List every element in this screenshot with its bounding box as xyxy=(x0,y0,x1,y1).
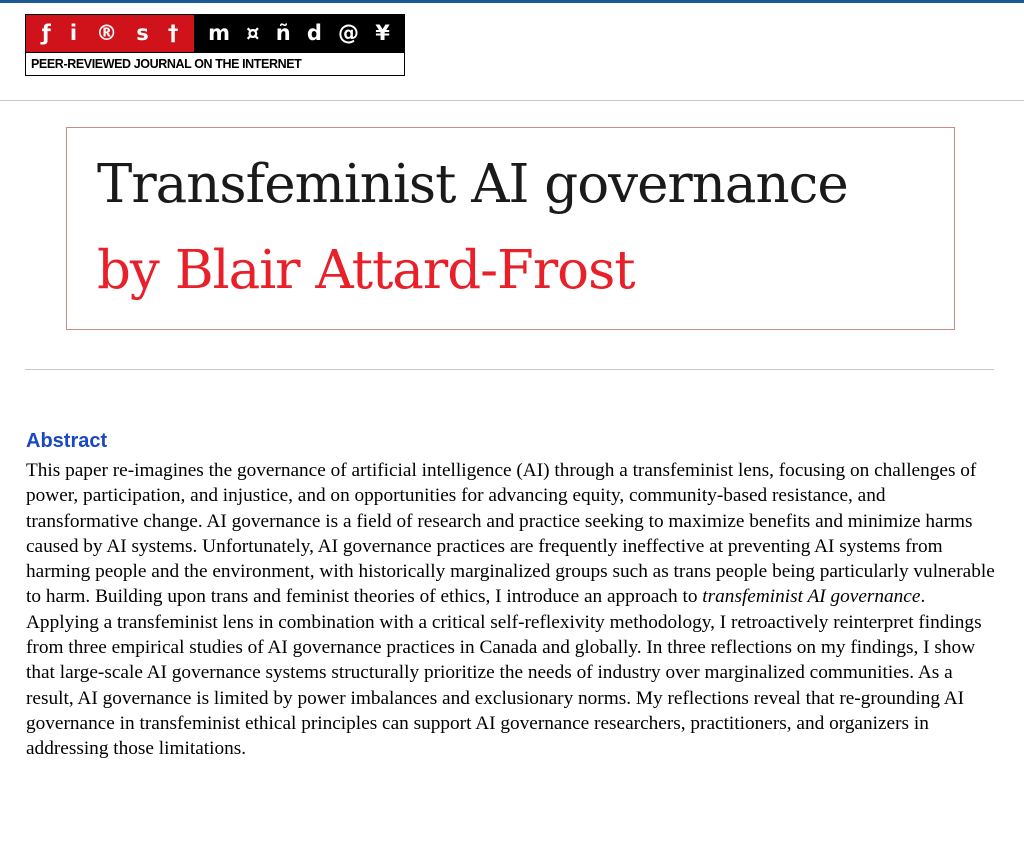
header-divider xyxy=(0,100,1024,101)
logo-glyph: ¥ xyxy=(375,21,390,45)
abstract-heading: Abstract xyxy=(26,430,108,452)
logo-glyph: i xyxy=(69,21,78,45)
abstract-text-part: This paper re-imagines the governance of artificial intelligence (AI) through a transfeminist lens, focusing on challenges of power, participation, and injustice, and on opportunities for advancing equity, community-based resistance, and transformative change. AI governance is a field of research and practice seeking to maximize benefits and minimize harms caused by AI systems. Unfortunately, AI governance practices are frequently ineffective at preventing AI systems from harming people and the environment, with historically marginalized groups such as trans people being particularly vulnerable to harm. Building upon trans and feminist theories of ethics, I introduce an approach to xyxy=(26,460,995,608)
logo-glyph: ¤ xyxy=(246,21,260,45)
abstract-text-part: . Applying a transfeminist lens in combination with a critical self-reflexivity methodology, I retroactively reinterpret findings from three empirical studies of AI governance practices in Canada and globally. In three reflections on my findings, I show that large-scale AI governance systems structurally prioritize the needs of industry over marginalized communities. As a result, AI governance is limited by power imbalances and exclusionary norms. My reflections reveal that re-grounding AI governance in transfeminist ethical principles can support AI governance researchers, practitioners, and organizers in addressing those limitations. xyxy=(26,586,982,760)
logo-red-block xyxy=(26,15,194,52)
logo-glyph: s xyxy=(136,21,149,45)
logo-glyph: ñ xyxy=(275,21,291,45)
logo-wordmark xyxy=(26,15,404,52)
article-byline: by Blair Attard-Frost xyxy=(97,240,635,301)
abstract-body xyxy=(26,458,998,762)
logo-glyph: d xyxy=(306,21,322,45)
logo-glyph: m xyxy=(208,21,230,45)
section-divider xyxy=(25,369,994,370)
journal-logo[interactable] xyxy=(25,14,405,76)
logo-glyph: ® xyxy=(96,21,118,45)
article-title: Transfeminist AI governance xyxy=(97,154,848,215)
logo-black-block xyxy=(194,15,404,52)
logo-glyph: @ xyxy=(338,21,360,45)
logo-glyph: † xyxy=(167,21,179,45)
abstract-emphasis: transfeminist AI governance xyxy=(702,586,921,608)
logo-tagline: PEER-REVIEWED JOURNAL ON THE INTERNET xyxy=(26,52,404,75)
title-box xyxy=(66,127,955,330)
logo-glyph: ƒ xyxy=(41,21,51,45)
